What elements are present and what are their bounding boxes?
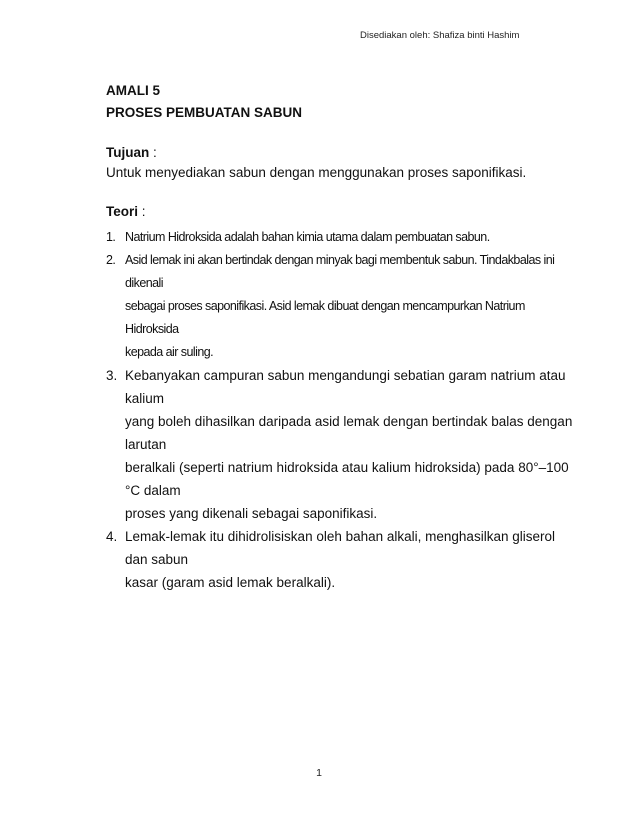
theory-item-line: beralkali (seperti natrium hidroksida atau kalium hidroksida) pada 80°–100 °C dalam — [125, 460, 569, 498]
lab-number: AMALI 5 — [106, 83, 160, 98]
theory-heading: Teori — [106, 204, 139, 219]
theory-item-number: 3. — [106, 368, 118, 383]
theory-item — [106, 525, 576, 594]
theory-item — [106, 364, 576, 525]
theory-item-line: yang boleh dihasilkan daripada asid lemak dengan bertindak balas dengan larutan — [125, 414, 573, 452]
page-number: 1 — [316, 767, 322, 779]
document-body — [106, 80, 576, 594]
theory-list — [106, 226, 576, 594]
objective-heading-line — [106, 143, 576, 163]
theory-item-number: 1. — [106, 230, 116, 244]
theory-item-line: sebagai proses saponifikasi. Asid lemak dibuat dengan mencampurkan Natrium Hidroksida — [125, 299, 525, 336]
theory-item-line: Asid lemak ini akan bertindak dengan minyak bagi membentuk sabun. Tindakbalas ini dikenali — [125, 253, 555, 290]
page-header: Disediakan oleh: Shafiza binti Hashim — [360, 30, 520, 41]
theory-item-line: kepada air suling. — [125, 345, 214, 359]
theory-separator: : — [138, 204, 146, 219]
objective-separator: : — [149, 145, 157, 160]
theory-item-line: Kebanyakan campuran sabun mengandungi sebatian garam natrium atau kalium — [125, 368, 566, 406]
theory-item — [106, 226, 576, 249]
objective-heading: Tujuan — [106, 145, 150, 160]
theory-item-number: 2. — [106, 253, 116, 267]
document-title: PROSES PEMBUATAN SABUN — [106, 105, 303, 120]
theory-item — [106, 249, 576, 364]
theory-item-line: kasar (garam asid lemak beralkali). — [125, 575, 336, 590]
theory-item-number: 4. — [106, 529, 118, 544]
theory-item-line: proses yang dikenali sebagai saponifikasi. — [125, 506, 378, 521]
theory-heading-line — [106, 202, 576, 222]
objective-section — [106, 143, 576, 183]
objective-text: Untuk menyediakan sabun dengan menggunakan proses saponifikasi. — [106, 165, 527, 180]
theory-section — [106, 202, 576, 594]
theory-item-line: Lemak-lemak itu dihidrolisiskan oleh bahan alkali, menghasilkan gliserol dan sabun — [125, 529, 555, 567]
theory-item-line: Natrium Hidroksida adalah bahan kimia utama dalam pembuatan sabun. — [125, 230, 490, 244]
